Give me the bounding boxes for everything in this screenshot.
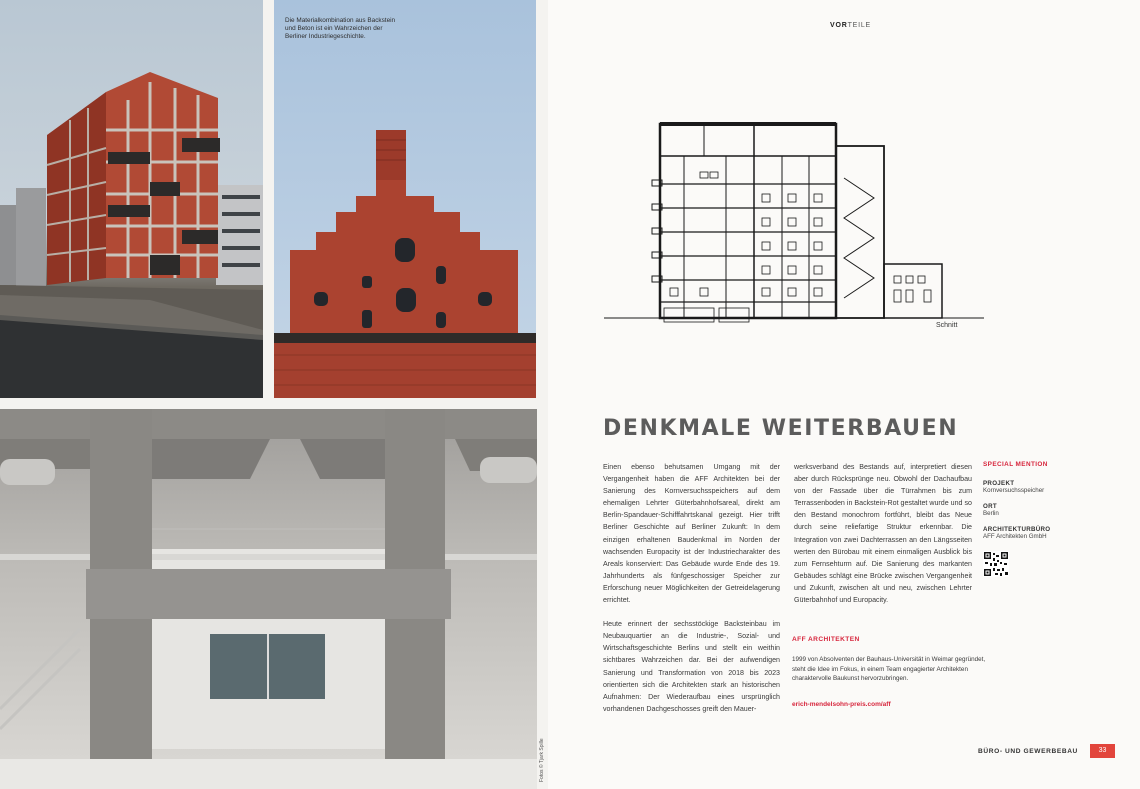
qr-code-icon[interactable] xyxy=(983,551,1009,577)
aff-heading: AFF ARCHITEKTEN xyxy=(792,636,860,643)
section-header xyxy=(830,22,871,29)
section-header-bold: VOR xyxy=(830,22,848,29)
right-page xyxy=(548,0,1140,789)
text-column-1 xyxy=(603,461,780,727)
page-number: 33 xyxy=(1090,744,1115,758)
left-page xyxy=(0,0,548,789)
aff-link[interactable]: erich-mendelsohn-preis.com/aff xyxy=(792,700,891,708)
text-column-2 xyxy=(794,461,972,618)
project-value: Kornversuchsspeicher xyxy=(983,487,1045,494)
photo-concrete-interior xyxy=(0,409,537,789)
aff-description: 1999 von Absolventen der Bauhaus-Universität in Weimar gegründet, steht die Idee im Fokus, in einem Team engagierter Architekten charaktervolle Baukunst hervorzubringen. xyxy=(792,656,986,683)
paragraph: werksverband des Bestands auf, interpretiert diesen aber durch Rücksprünge neu. Obwohl der Dachaufbau von der Fassade über die Türrahmen bis zum Terrassenboden in Backstein-Rot gestaltet wurde und so den Bestand monochrom fortführt, bleibt das Neue durch seine reliefartige Struktur erkennbar. Die Integration von zwei Dachterrassen an den Längsseiten werten den Bürobau mit einem einmaligen Ausblick bis zum Fernsehturm auf. Die Sanierung des markanten Gebäudes schlägt eine Brücke zwischen Vergangenheit und Zukunft, zwischen alt und neu, zwischen Lehrter Güterbahnhof und Europacity. xyxy=(794,463,972,605)
aff-architects-block xyxy=(792,636,992,711)
location-label: ORT xyxy=(983,503,997,510)
architect-value: AFF Architekten GmbH xyxy=(983,533,1047,540)
architect-label: ARCHITEKTURBÜRO xyxy=(983,526,1051,533)
footer-section-name: BÜRO- UND GEWERBEBAU xyxy=(978,748,1078,755)
section-header-rest: TEILE xyxy=(847,22,872,29)
paragraph: Heute erinnert der sechsstöckige Backsteinbau im Neubauquartier an die Industrie-, Sozial- und Wirtschaftsgeschichte Berlins und stellt ein weithin sichtbares Wahrzeichen dar. Bei der aufwendigen Sanierung und Transformation von 2018 bis 2023 orientierten sich die Architekten stark an historischen Aufnahmen: Der Wiederaufbau eines ursprünglich vorhandenen Dachgeschosses greift den Mauer- xyxy=(603,620,780,713)
project-sidebar xyxy=(983,461,1093,582)
section-drawing xyxy=(604,118,984,338)
photo-credit: Fotos © Tjark Spille xyxy=(539,738,545,782)
special-mention-heading: SPECIAL MENTION xyxy=(983,461,1048,468)
location-value: Berlin xyxy=(983,510,999,517)
article-title: DENKMALE WEITERBAUEN xyxy=(603,416,959,441)
photo-caption: Die Materialkombination aus Backstein und Beton ist ein Wahrzeichen der Berliner Industriegeschichte. xyxy=(285,17,396,40)
paragraph: Einen ebenso behutsamen Umgang mit der Vergangenheit haben die AFF Architekten bei der Sanierung des Kornversuchsspeichers auf dem ehemaligen Lehrter Güterbahnhofsareal, direkt am Berlin-Spandauer-Schifffahrtskanal gezeigt. Hier trifft Berliner Geschichte auf Berliner Zukunft: In dem einzigen erhaltenen Baudenkmal im Norden der wachsenden Europacity ist der Industriecharakter des Areals konserviert: Das Gebäude wurde Ende des 19. Jahrhunderts als fünfgeschossiger Speicher zur Erforschung neuer Möglichkeiten der Getreidelagerung errichtet. xyxy=(603,463,780,605)
photo-brick-gable xyxy=(274,0,536,398)
photo-brick-facade xyxy=(0,0,263,398)
drawing-label: Schnitt xyxy=(936,322,958,329)
project-label: PROJEKT xyxy=(983,480,1015,487)
